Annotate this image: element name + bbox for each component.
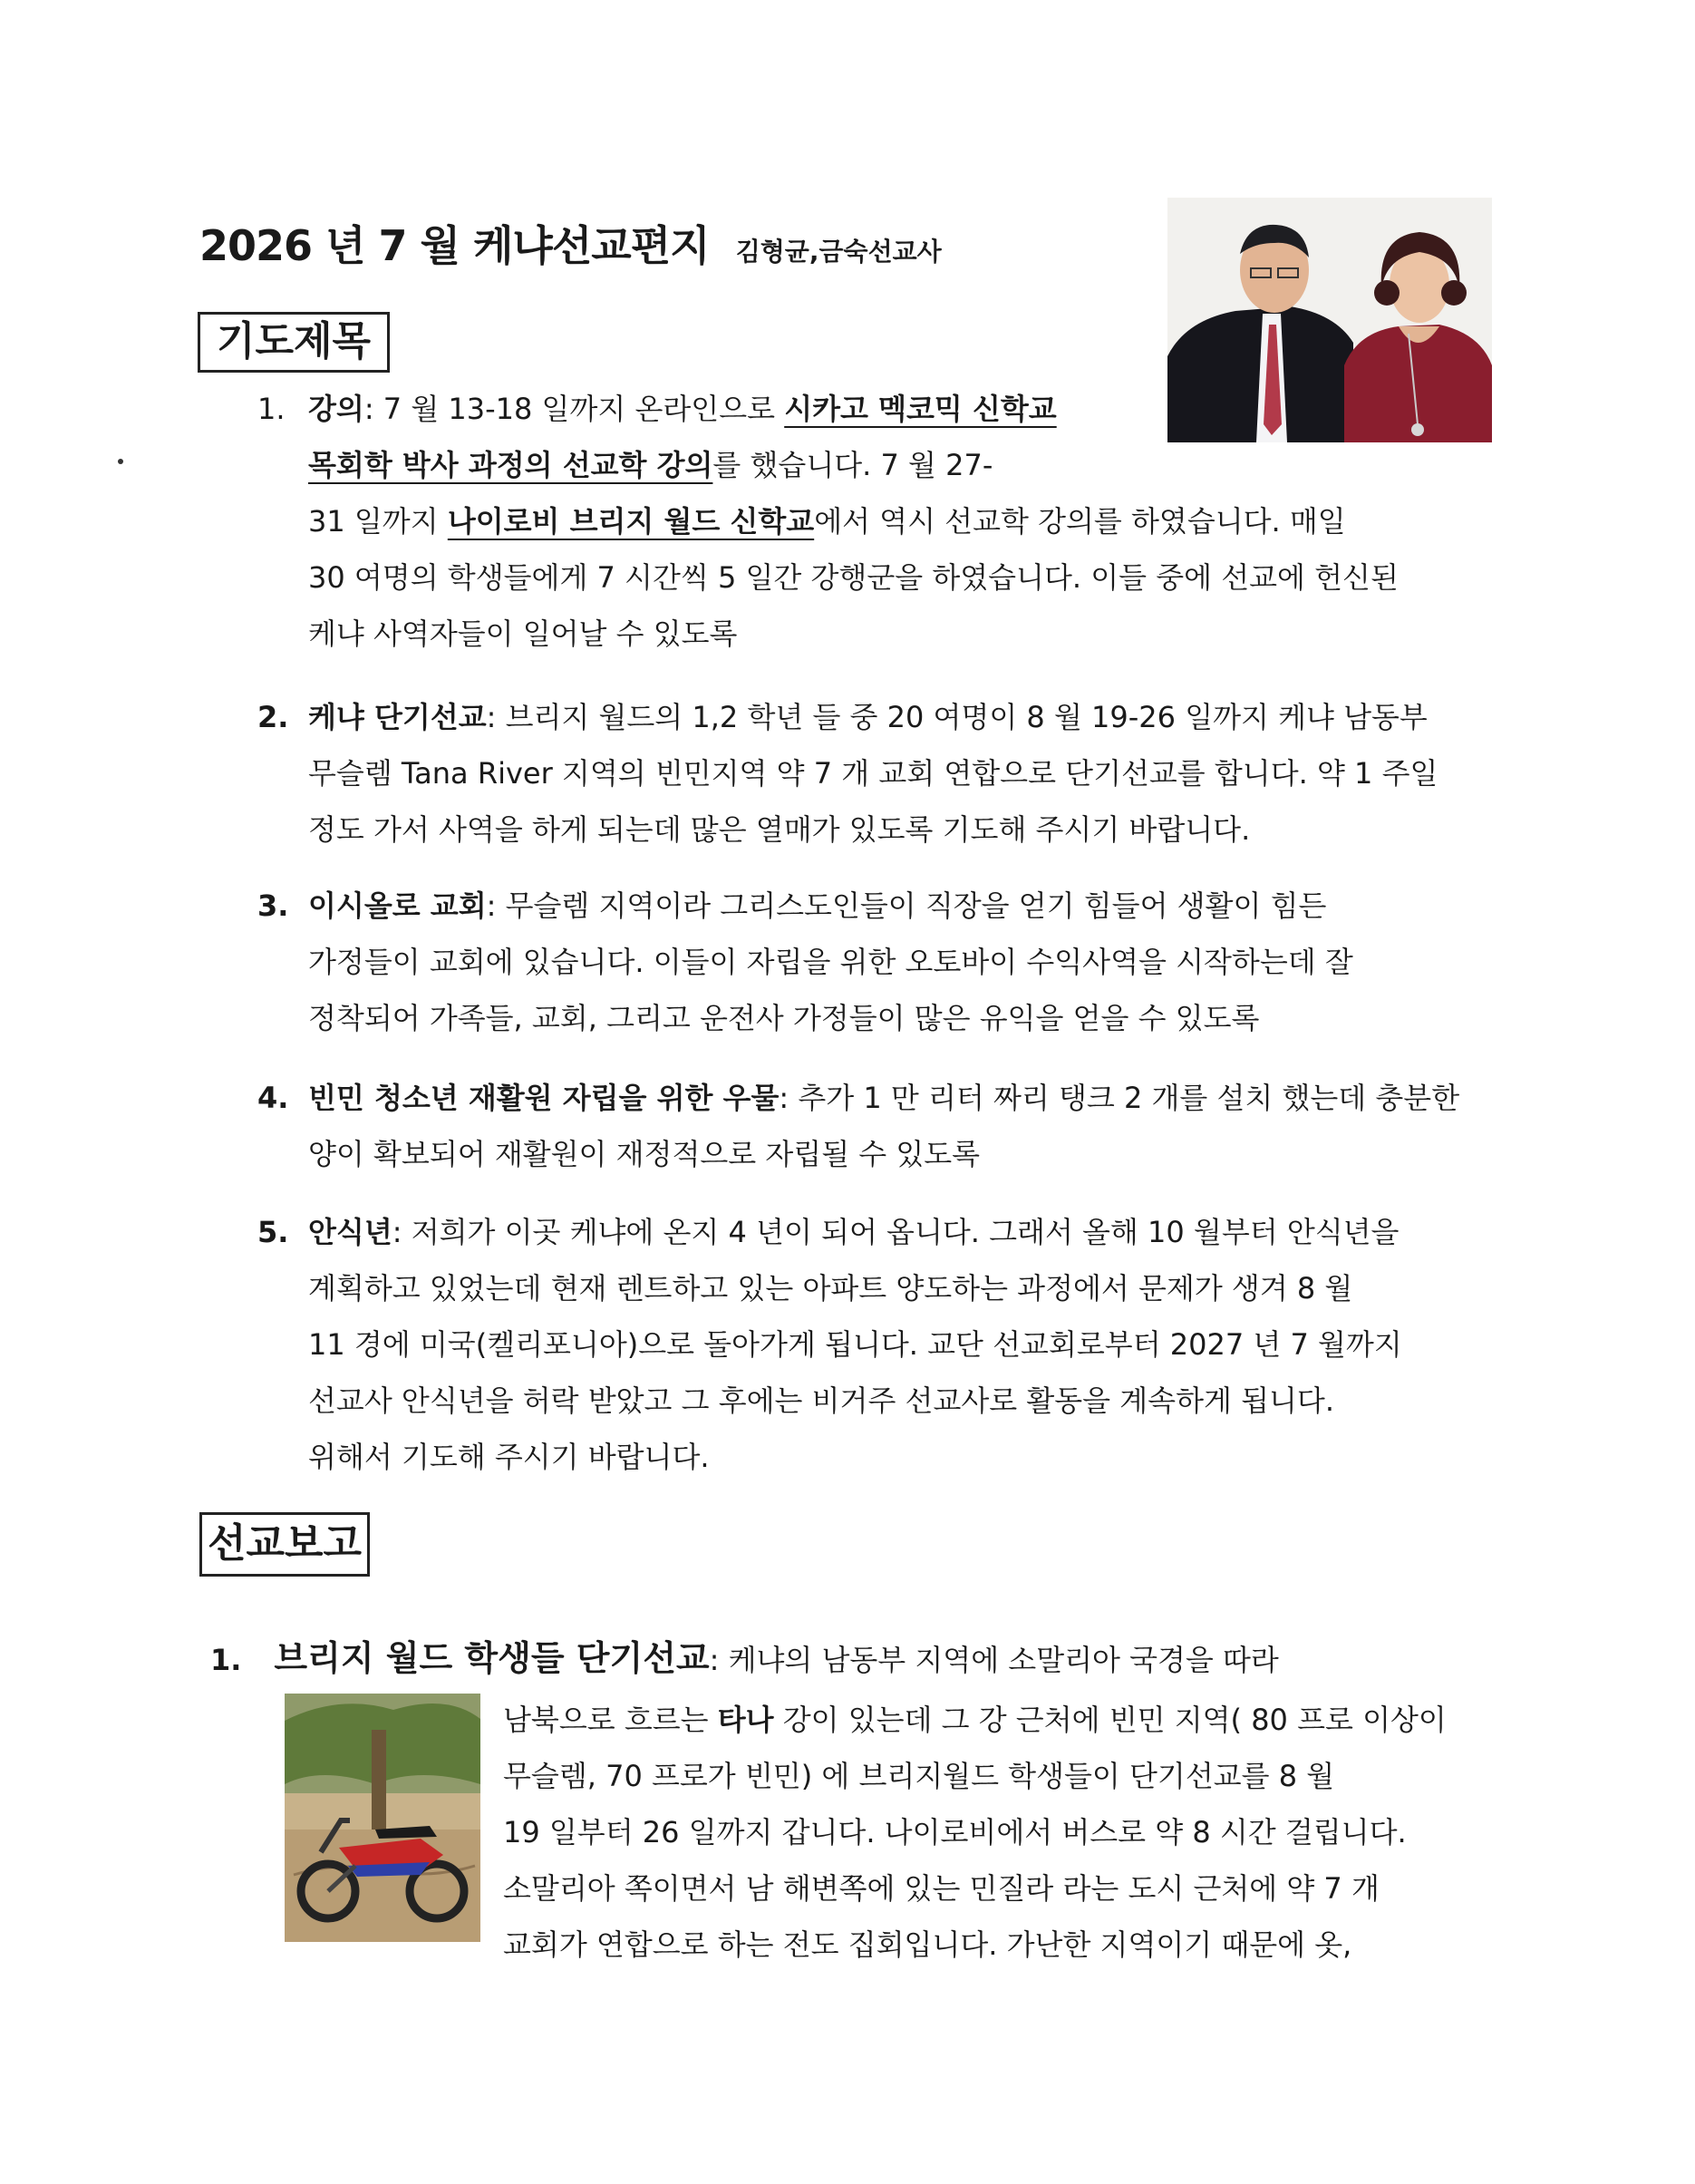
prayer-item-1-number: 1. [257, 392, 286, 426]
report-item-1-river-name: 타나 [717, 1703, 774, 1737]
prayer-item-1-line-1 [308, 381, 1057, 437]
prayer-item-1-text-d: 에서 역시 선교학 강의를 하였습니다. 매일 [814, 504, 1346, 539]
prayer-item-5-label: 안식년 [308, 1215, 392, 1249]
prayer-item-4-number: 4. [257, 1081, 289, 1115]
prayer-item-3-line-3: 정착되어 가족들, 교회, 그리고 운전사 가정들이 많은 유익을 얻을 수 있도록 [308, 1001, 1260, 1035]
prayer-item-1-line-3 [308, 493, 1346, 549]
prayer-item-1-text-a: : 7 월 13-18 일까지 온라인으로 [363, 392, 785, 426]
prayer-item-3-text-a: : 무슬렘 지역이라 그리스도인들이 직장을 얻기 힘들어 생활이 힘든 [486, 888, 1327, 923]
prayer-item-5-line-1 [308, 1204, 1399, 1260]
report-item-1-line-2 [503, 1692, 1447, 1748]
mission-report-heading: 선교보고 [199, 1512, 370, 1577]
prayer-item-2-line-1 [308, 689, 1428, 745]
report-item-1-text-b: 남북으로 흐르는 [503, 1703, 718, 1737]
report-item-1-title: 브리지 월드 학생들 단기선교 [274, 1638, 710, 1678]
report-item-1-text-a: : 케냐의 남동부 지역에 소말리아 국경을 따라 [709, 1643, 1279, 1677]
prayer-item-1-line-4: 30 여명의 학생들에게 7 시간씩 5 일간 강행군을 하였습니다. 이들 중에 선교에 헌신된 [308, 560, 1399, 595]
prayer-item-5-text-a: : 저희가 이곳 케냐에 온지 4 년이 되어 옵니다. 그래서 올해 10 월부터 안식년을 [392, 1215, 1400, 1249]
prayer-item-1-course-name: 목회학 박사 과정의 선교학 강의 [308, 448, 713, 482]
motorcycle-photo-graphic [285, 1694, 480, 1942]
letter-title: 2026 년 7 월 케냐선교편지 [199, 221, 710, 270]
prayer-item-5-line-5: 위해서 기도해 주시기 바랍니다. [308, 1440, 710, 1474]
prayer-item-2-text-a: : 브리지 월드의 1,2 학년 들 중 20 여명이 8 월 19-26 일까지 케냐 남동부 [486, 700, 1428, 734]
missionary-couple-photo [1167, 198, 1492, 442]
prayer-item-4-line-1 [308, 1070, 1459, 1126]
report-item-1-title-line [210, 1630, 1279, 1688]
prayer-item-2-number: 2. [257, 700, 289, 734]
prayer-item-1-line-2 [308, 437, 993, 493]
red-motorcycle-photo [285, 1694, 480, 1942]
report-item-1-line-6: 교회가 연합으로 하는 전도 집회입니다. 가난한 지역이기 때문에 옷, [503, 1927, 1352, 1962]
prayer-item-4-text-a: : 추가 1 만 리터 짜리 탱크 2 개를 설치 했는데 충분한 [779, 1081, 1460, 1115]
prayer-item-1-text-b: 를 했습니다. 7 월 27- [712, 448, 993, 482]
letter-authors: 김형균,금숙선교사 [735, 237, 942, 267]
report-item-1-body [503, 1692, 1447, 1973]
prayer-item-2-line-2: 무슬렘 Tana River 지역의 빈민지역 약 7 개 교회 연합으로 단기선교를 합니다. 약 1 주일 [308, 756, 1438, 791]
couple-photo-graphic [1167, 198, 1492, 442]
prayer-item-3-number: 3. [257, 888, 289, 923]
prayer-item-1-line-5: 케냐 사역자들이 일어날 수 있도록 [308, 616, 738, 651]
prayer-item-3-label: 이시올로 교회 [308, 888, 487, 923]
prayer-item-1-label: 강의 [308, 392, 364, 426]
report-item-1-line-4: 19 일부터 26 일까지 갑니다. 나이로비에서 버스로 약 8 시간 걸립니다. [503, 1815, 1407, 1849]
bullet-mark [118, 459, 123, 464]
prayer-item-3-line-1 [308, 878, 1326, 934]
prayer-item-5-line-4: 선교사 안식년을 허락 받았고 그 후에는 비거주 선교사로 활동을 계속하게 됩니다. [308, 1383, 1334, 1418]
prayer-item-4-label: 빈민 청소년 재활원 자립을 위한 우물 [308, 1081, 780, 1115]
prayer-item-4-line-2: 양이 확보되어 재활원이 재정적으로 자립될 수 있도록 [308, 1137, 981, 1171]
prayer-item-2-line-3: 정도 가서 사역을 하게 되는데 많은 열매가 있도록 기도해 주시기 바랍니다. [308, 812, 1251, 847]
report-item-1-line-3: 무슬렘, 70 프로가 빈민) 에 브리지월드 학생들이 단기선교를 8 월 [503, 1759, 1335, 1793]
report-item-1-line-5: 소말리아 쪽이면서 남 해변쪽에 있는 민질라 라는 도시 근처에 약 7 개 [503, 1871, 1380, 1906]
prayer-topics-heading: 기도제목 [198, 312, 390, 373]
prayer-item-5-number: 5. [257, 1215, 289, 1249]
prayer-item-5-line-2: 계획하고 있었는데 현재 렌트하고 있는 아파트 양도하는 과정에서 문제가 생겨 8 월 [308, 1271, 1353, 1306]
report-item-1-text-c: 강이 있는데 그 강 근처에 빈민 지역( 80 프로 이상이 [773, 1703, 1447, 1737]
report-item-1-number: 1. [210, 1643, 242, 1677]
letter-title-line [199, 213, 942, 273]
prayer-item-1-text-c: 31 일까지 [308, 504, 448, 539]
prayer-item-2-label: 케냐 단기선교 [308, 700, 487, 734]
prayer-item-3-line-2: 가정들이 교회에 있습니다. 이들이 자립을 위한 오토바이 수익사역을 시작하는데 잘 [308, 945, 1353, 979]
prayer-item-5-line-3: 11 경에 미국(켈리포니아)으로 돌아가게 됩니다. 교단 선교회로부터 2027 년 7 월까지 [308, 1327, 1402, 1362]
prayer-item-1-link-chicago: 시카고 멕코믹 신학교 [784, 392, 1057, 426]
prayer-item-1-seminary-name: 나이로비 브리지 월드 신학교 [447, 504, 815, 539]
